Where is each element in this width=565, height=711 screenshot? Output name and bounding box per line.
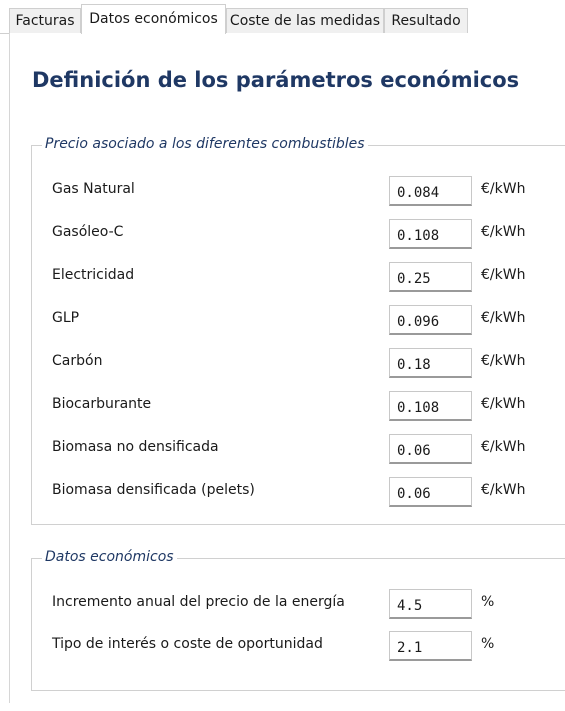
fuel-row-gas-natural (32, 176, 565, 206)
unit-label: €/kWh (481, 310, 526, 326)
fuel-label: Biomasa densificada (pelets) (52, 482, 255, 498)
fuel-row-biomasa-no-densificada (32, 434, 565, 464)
tab-datos-economicos[interactable]: Datos económicos (81, 4, 226, 34)
carbon-price-input[interactable] (389, 348, 472, 378)
unit-label: % (481, 636, 495, 652)
fuel-label: Carbón (52, 353, 103, 369)
unit-label: €/kWh (481, 181, 526, 197)
economic-row-price-increase (32, 589, 565, 619)
unit-label: €/kWh (481, 267, 526, 283)
unit-label: €/kWh (481, 353, 526, 369)
tab-coste-medidas[interactable]: Coste de las medidas (226, 8, 384, 33)
annual-energy-price-increase-input[interactable] (389, 589, 472, 619)
fuel-label: Gas Natural (52, 181, 135, 197)
unit-label: % (481, 594, 495, 610)
fuel-row-biomasa-densificada (32, 477, 565, 507)
economic-row-interest-rate (32, 631, 565, 661)
economic-data-legend: Datos económicos (42, 549, 177, 565)
fuel-label: Biomasa no densificada (52, 439, 219, 455)
fuel-row-electricidad (32, 262, 565, 292)
economic-data-group (31, 549, 565, 691)
glp-price-input[interactable] (389, 305, 472, 335)
unit-label: €/kWh (481, 224, 526, 240)
fuel-row-biocarburante (32, 391, 565, 421)
economic-label: Incremento anual del precio de la energía (52, 594, 345, 610)
fuel-label: Gasóleo-C (52, 224, 124, 240)
biomasa-no-densificada-price-input[interactable] (389, 434, 472, 464)
fuel-prices-group (31, 136, 565, 525)
fuel-prices-legend: Precio asociado a los diferentes combustibles (42, 136, 368, 152)
gas-natural-price-input[interactable] (389, 176, 472, 206)
gasoleo-c-price-input[interactable] (389, 219, 472, 249)
fuel-row-glp (32, 305, 565, 335)
unit-label: €/kWh (481, 439, 526, 455)
biocarburante-price-input[interactable] (389, 391, 472, 421)
tab-resultado[interactable]: Resultado (384, 8, 468, 33)
unit-label: €/kWh (481, 396, 526, 412)
fuel-row-carbon (32, 348, 565, 378)
tab-facturas[interactable]: Facturas (9, 8, 81, 33)
electricidad-price-input[interactable] (389, 262, 472, 292)
tab-bar (0, 0, 565, 34)
biomasa-densificada-price-input[interactable] (389, 477, 472, 507)
fuel-label: Electricidad (52, 267, 135, 283)
unit-label: €/kWh (481, 482, 526, 498)
fuel-row-gasoleo-c (32, 219, 565, 249)
economic-label: Tipo de interés o coste de oportunidad (52, 636, 323, 652)
fuel-label: GLP (52, 310, 80, 326)
fuel-label: Biocarburante (52, 396, 152, 412)
interest-rate-input[interactable] (389, 631, 472, 661)
page-title: Definición de los parámetros económicos (32, 68, 520, 92)
